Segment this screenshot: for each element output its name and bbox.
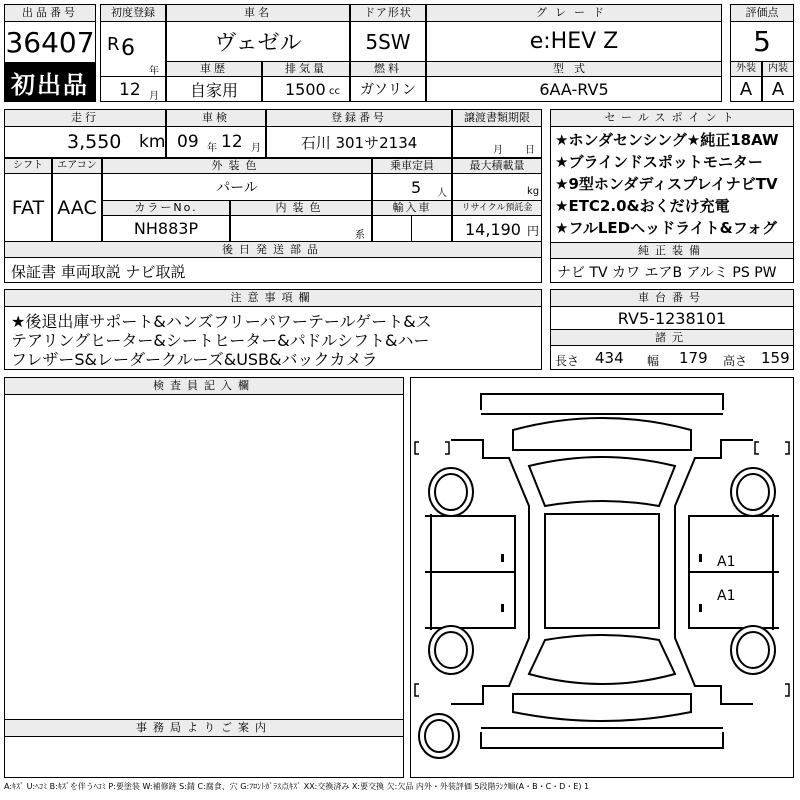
inspection-month: 12 (221, 132, 243, 152)
int-grade: A (762, 76, 794, 102)
load-cell (452, 173, 542, 201)
history-label: 車歴 (166, 61, 262, 77)
chassis-label: 車台番号 (550, 289, 794, 307)
first-reg-month-cell (100, 76, 166, 102)
era: R (107, 34, 120, 55)
first-reg-year: 6 (121, 36, 135, 61)
later-parts-cell (4, 257, 542, 283)
score-label: 評価点 (730, 4, 794, 22)
width-label: 幅 (647, 354, 660, 368)
yen-unit: 円 (527, 224, 540, 238)
trunk (513, 694, 691, 721)
length-label: 長さ (555, 354, 580, 368)
insp-year-unit: 年 (207, 143, 217, 154)
recycle-cell (452, 215, 542, 242)
car-name-label: 車名 (166, 4, 350, 22)
width: 179 (679, 349, 708, 367)
int-label: 内装 (762, 61, 794, 77)
capacity-unit: 人 (437, 188, 447, 199)
first-reg-month: 12 (119, 80, 141, 100)
capacity: 5 (411, 178, 422, 197)
windshield (529, 457, 675, 506)
front-bumper-top (481, 394, 723, 410)
chassis-number: RV5-1238101 (550, 306, 794, 330)
sales-points-label: セールスポイント (550, 109, 794, 127)
score: 5 (730, 21, 794, 62)
lot-label: 出品番号 (4, 4, 96, 22)
inspector-box (4, 394, 404, 720)
fuel-label: 燃料 (350, 61, 426, 77)
rear-bumper (481, 732, 723, 748)
lot-number: 36407 (4, 21, 96, 63)
note-line-3: フレザーS&レーダークルーズ&USB&バックカメラ (11, 350, 378, 369)
model-label: 型式 (426, 61, 722, 77)
sales-point-5: ★フルLEDヘッドライト&フォグ (555, 219, 777, 237)
color-no-label: カラーNo. (102, 200, 230, 216)
height: 159 (761, 349, 790, 367)
office-box (4, 736, 404, 778)
roof (545, 514, 659, 628)
ac: AAC (52, 173, 102, 242)
color-no: NH883P (102, 215, 230, 242)
damage-mark-1: A1 (717, 554, 736, 570)
grade: e:HEV Z (426, 21, 722, 62)
transfer-day-unit: 日 (525, 145, 535, 156)
load-label: 最大積載量 (452, 158, 542, 174)
inspection-label: 車検 (166, 109, 266, 127)
inspection-cell (166, 126, 266, 158)
fuel: ガソリン (350, 76, 426, 102)
shift: FAT (4, 173, 52, 242)
car-diagram (411, 378, 793, 777)
month-unit: 月 (149, 91, 159, 102)
displacement-label: 排気量 (262, 61, 350, 77)
sales-point-4: ★ETC2.0&おくだけ充電 (555, 197, 730, 215)
plate-label: 登録番号 (266, 109, 452, 127)
grade-label: グレード (426, 4, 722, 22)
dimensions-cell (550, 345, 794, 370)
later-parts-label: 後日発送部品 (4, 241, 542, 258)
sales-points-box (550, 126, 794, 243)
model: 6AA-RV5 (426, 76, 722, 102)
history: 自家用 (166, 76, 262, 102)
notes-label: 注意事項欄 (4, 289, 542, 307)
note-line-1: ★後退出庫サポート&ハンズフリーパワーテールゲート&ス (11, 312, 432, 331)
rear-window (529, 635, 675, 684)
ext-color-label: 外装色 (102, 158, 372, 174)
mileage-label: 走行 (4, 109, 166, 127)
car-name: ヴェゼル (166, 21, 350, 62)
int-color-unit: 系 (355, 230, 365, 241)
specs-label: 諸元 (550, 329, 794, 346)
int-color-label: 内装色 (230, 200, 372, 216)
first-reg-year-cell (100, 21, 166, 77)
transfer-label: 譲渡書類期限 (452, 109, 542, 127)
ac-label: エアコン (52, 158, 102, 174)
damage-mark-2: A1 (717, 588, 736, 604)
transfer-month-unit: 月 (493, 145, 503, 156)
sales-point-1: ★ホンダセンシング★純正18AW (555, 131, 779, 149)
damage-legend: A:ｷｽﾞ U:ﾍｺﾐ B:ｷｽﾞを伴うﾍｺﾐ P:要塗装 W:補修跡 S:錆 C:腐食、穴 G:ﾌﾛﾝﾄｶﾞﾗｽ点ｷｽﾞ XX:交換済み X:要交換 欠:欠品 内外・外装評価 5段階ﾗﾝｸ順(A・B・C・D・E) 1 (4, 782, 590, 791)
displacement-cell (262, 76, 350, 102)
office-label: 事務局よりご案内 (4, 719, 404, 737)
door-type: 5SW (350, 21, 426, 62)
door-front-left (425, 516, 515, 572)
ext-color: パール (102, 173, 372, 201)
equipment-label: 純正装備 (550, 242, 794, 259)
recycle-label: リサイクル預託金 (452, 200, 542, 216)
first-listing-badge: 初出品 (4, 62, 96, 102)
ext-label: 外装 (730, 61, 762, 77)
note-line-2: テアリングヒーター&シートヒーター&パドルシフト&ハー (11, 331, 430, 350)
year-unit: 年 (149, 66, 159, 77)
ext-grade: A (730, 76, 762, 102)
recycle-amount: 14,190 (465, 220, 521, 239)
displacement: 1500 (285, 80, 326, 99)
door-rear-left (425, 572, 515, 628)
transfer-cell (452, 126, 542, 158)
capacity-cell (372, 173, 452, 201)
capacity-label: 乗車定員 (372, 158, 452, 174)
plate: 石川 301サ2134 (266, 126, 452, 158)
sales-point-3: ★9型ホンダディスプレイナビTV (555, 175, 778, 193)
first-reg-label: 初度登録 (100, 4, 166, 22)
import-label: 輸入車 (372, 200, 452, 216)
shift-label: シフト (4, 158, 52, 174)
door-label: ドア形状 (350, 4, 426, 22)
mileage-cell (4, 126, 166, 158)
length: 434 (595, 349, 624, 367)
later-parts: 保証書 車両取説 ナビ取説 (11, 263, 186, 281)
import-cell-b (411, 215, 452, 242)
mileage: 3,550 (67, 131, 122, 153)
inspection-year: 09 (177, 132, 199, 152)
sales-point-2: ★ブラインドスポットモニター (555, 153, 763, 171)
kg-unit: kg (527, 186, 540, 197)
height-label: 高さ (723, 354, 748, 368)
equipment-cell (550, 258, 794, 283)
hood (513, 418, 691, 450)
import-cell-a (372, 215, 412, 242)
car-diagram-box (410, 377, 794, 778)
int-color-cell (230, 215, 372, 242)
km-unit: km (139, 132, 166, 152)
notes-box (4, 306, 542, 370)
cc-unit: cc (329, 86, 340, 97)
insp-month-unit: 月 (251, 143, 261, 154)
equipment: ナビ TV カワ エアB アルミ PS PW (557, 265, 777, 281)
inspector-label: 検査員記入欄 (4, 377, 404, 395)
